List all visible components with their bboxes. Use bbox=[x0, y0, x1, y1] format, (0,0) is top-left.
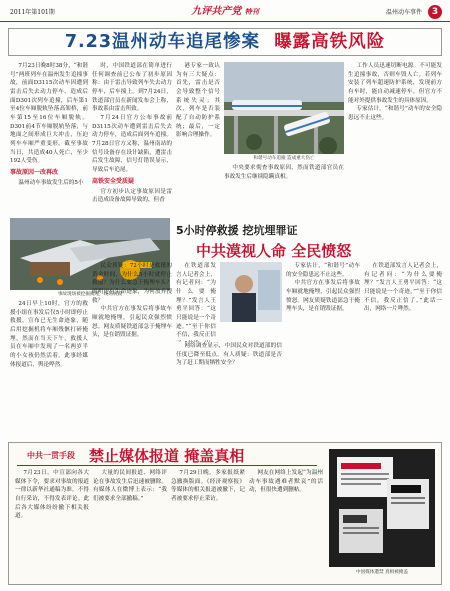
section-kicker: 中共一贯手段 bbox=[27, 450, 75, 460]
main-headline bbox=[9, 29, 441, 55]
subheading: 事故原因一改再改 bbox=[10, 168, 59, 176]
article-column-8 bbox=[286, 262, 360, 436]
article-column-4 bbox=[348, 62, 442, 214]
section-name: 温州动车事件 bbox=[385, 9, 422, 16]
photo-caption: 中国媒体遭禁 真相被掩盖 bbox=[356, 570, 408, 575]
masthead-title: 九评共产党 bbox=[191, 6, 242, 17]
paragraph: 民众质疑：72小时是救援的黄金时间，为什么5小时就停止救援？为什么要急于掩埋车头？明明还有生命迹象，为何放弃搜救？ bbox=[92, 263, 172, 304]
page-header bbox=[0, 0, 450, 22]
bottom-column-4 bbox=[249, 469, 323, 581]
paragraph: 时，中国铁道部在简单进行任何调查前已公布了初步原因称：由于雷击导致列车失去动力停车，后车撞上。到7月24日，铁道部官员在新闻发布会上称，事故系由雷击所致。 bbox=[92, 63, 172, 113]
paragraph: 专家估计，“和谐号”动车的安全隐患远不止这些。 bbox=[286, 263, 360, 278]
paragraph: 官方初步认定事故原因是雷击造成设备故障导致的，但香 bbox=[92, 188, 172, 204]
masthead bbox=[160, 4, 290, 20]
paragraph: 网络调查显示，中国民众对铁道部的信任度已降至低点。有人质疑：铁道部是否为了赶工期而牺牲安全？ bbox=[176, 343, 282, 367]
masthead-sub: 特刊 bbox=[244, 7, 259, 16]
article-column-1 bbox=[10, 62, 88, 214]
photo-caption: 和谐号动车追撞 造成重大伤亡 bbox=[253, 156, 315, 161]
rescue-title: 中共漠视人命 全民愤怒 bbox=[196, 242, 352, 260]
bottom-column-1 bbox=[15, 469, 89, 581]
paragraph: 温州动车事故发生后的5小 bbox=[18, 180, 84, 187]
article-column-6 bbox=[92, 262, 172, 436]
bottom-column-2 bbox=[93, 469, 167, 581]
section-title: 禁止媒体报道 掩盖真相 bbox=[89, 447, 245, 465]
article-column-5 bbox=[10, 300, 88, 436]
paragraph: 网友在网络上发起“为温州动车事故遇难者默哀”的活动，但很快遭到删帖。 bbox=[249, 470, 323, 494]
paragraph: 中共官方在事发后将事故车厢就地掩埋，引起民众强烈愤怒。网友质疑铁道部急于掩埋车头，是在销毁证据。 bbox=[286, 280, 360, 313]
article-column-7b bbox=[176, 342, 282, 436]
article-column-7 bbox=[176, 262, 216, 342]
paragraph: 在铁道部发言人记者会上，有记者问：“为什么要掩埋？”发言人王勇平回答：“这只能说是一个奇迹。”“至于你信不信，我反正信 bbox=[176, 263, 216, 339]
rescue-kicker: 5小时停救援 挖坑埋罪证 bbox=[176, 224, 298, 237]
spokesman-photo bbox=[220, 262, 282, 322]
paragraph: 7月23日，中宣部向各大媒体下令，要求对事故的报道一律以新华社通稿为准，不得自行采访，不得发表评论。此后各大媒体纷纷撤下相关报道。 bbox=[15, 470, 89, 520]
paragraph: 工作人员迅速切断电源。不可能发生追撞事故，否则车毁人亡。若列车安装了列车超速防护系统，发现前方有车时，能自动减速停车。但官方不能对外提供事故发生的具体原因。 bbox=[348, 63, 442, 104]
subheading: 高铁安全受质疑 bbox=[92, 177, 135, 185]
train-collision-photo bbox=[224, 62, 344, 154]
bottom-column-3 bbox=[171, 469, 245, 581]
paragraph: 中共官方在事发后将事故车厢就地掩埋，引起民众强烈愤怒。网友质疑铁道部急于掩埋车头，是在销毁证据。 bbox=[92, 306, 172, 339]
paragraph: 中央要求彻查事故原因，然而铁道部官员在事故发生后继续隐瞒真相。 bbox=[224, 165, 344, 180]
headline-part1: 7.23温州动车追尾惨案 bbox=[64, 32, 260, 52]
newspaper-photo bbox=[329, 449, 435, 567]
article-column-3b bbox=[224, 164, 344, 214]
media-ban-section bbox=[8, 442, 442, 585]
divider bbox=[17, 465, 317, 466]
paragraph: 7月24日官方公布事故前D3115次动车遭到雷击后失去动力停车，造成后面列车追撞。7月28日官方又称，温州南站的信号设备存在设计缺陷，遭雷击后发生故障，信号灯错误显示，导致后车追尾。 bbox=[92, 114, 172, 173]
paragraph: 24日早上10时，官方的救援小组在事发后仅5小时即停止救援，宣布已无生命迹象，随后用挖掘机将车厢残骸打碎掩埋。然而在当天下午，救援人员在车厢中发现了一名两岁半的小女孩仍然活着。此事经媒体报道后，舆论哗然。 bbox=[10, 301, 88, 368]
paragraph: 7月23日晚8时38分，“和谐号”两班列车在温州发生追撞事故，前面D3115次动车因遭到雷击后失去动力停车，造成后面D301次列车追撞，后车第1至4位车厢脱轨坠落高架桥，前车第15至16位车厢脱轨。D301前4节车厢脱轨坠落，与地面之间形成巨大冲击，压迫列车车厢严重变形。截至事故当日，共造成40人死亡，至少192人受伤。 bbox=[10, 63, 88, 165]
headline-part2: 曝露高铁风险 bbox=[274, 32, 386, 52]
paragraph: 7月29日晚，多家报纸紧急撤换版面。《经济观察报》等媒体的相关报道被撤下，记者被要求停止采访。 bbox=[171, 470, 245, 502]
article-column-3 bbox=[176, 62, 220, 214]
photo-caption: 事故现场被挖掘掩埋，现场被毁 bbox=[57, 292, 123, 297]
page-number-badge: 3 bbox=[428, 5, 442, 19]
issue-number: 2011年第101期 bbox=[10, 9, 55, 16]
main-headline-box bbox=[8, 28, 442, 56]
paragraph: 港专家一致认为有三大疑点：首先，雷击是否会导致整个信号系统失灵；其次，列车是否装配了自动防护系统；最后，一定影响合理操作。 bbox=[176, 63, 220, 139]
paragraph: 专家估计，“和谐号”动车的安全隐患远不止这些。 bbox=[348, 106, 442, 121]
article-column-2 bbox=[92, 62, 172, 214]
paragraph: 在铁道部发言人记者会上，有记者问：“为什么要掩埋？”发言人王勇平回答：“这只能说是一个奇迹。”“至于你信不信，我反正信了。”此话一出，网络一片哗然。 bbox=[364, 263, 442, 313]
article-column-9 bbox=[364, 262, 442, 436]
paragraph: 大量的民间报道、网络评论在事故发生后迅速被删除。有媒体人在微博上表示：“我们被要求全部撤稿。” bbox=[93, 470, 167, 502]
